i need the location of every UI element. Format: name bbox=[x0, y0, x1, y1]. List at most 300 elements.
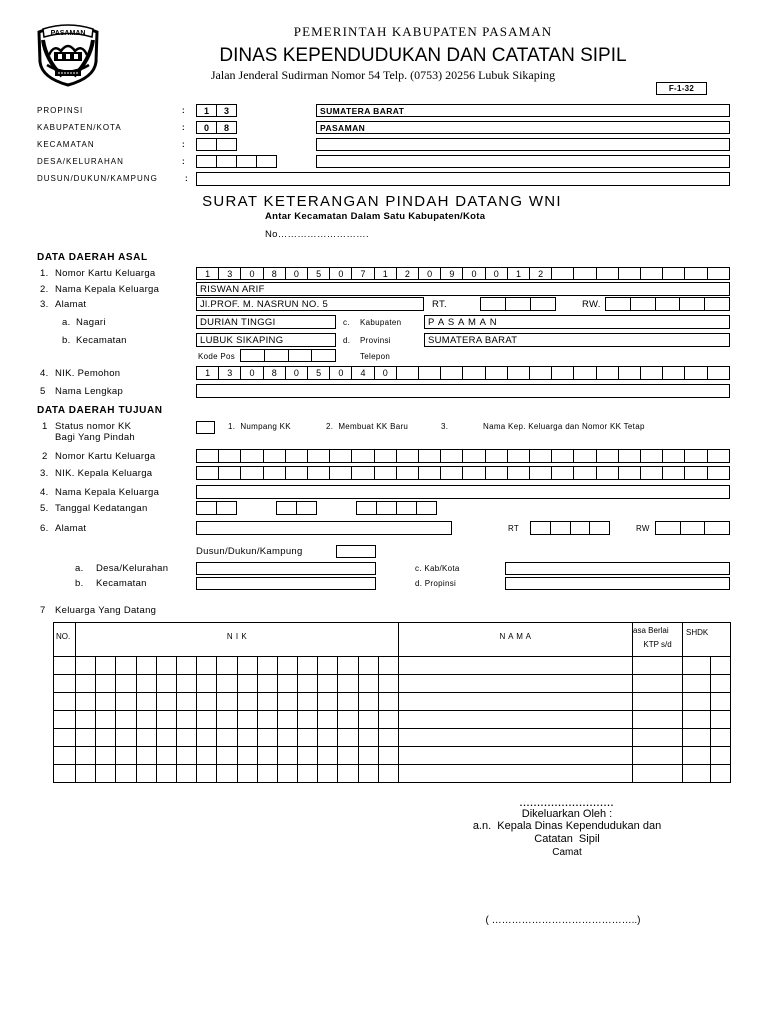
family-shdk-cell[interactable] bbox=[683, 729, 711, 747]
asal-nik-digit[interactable] bbox=[508, 367, 530, 379]
family-extra-cell[interactable] bbox=[711, 765, 731, 783]
asal-alamat-field[interactable]: Jl.PROF. M. NASRUN NO. 5 bbox=[196, 297, 424, 311]
family-shdk-cell[interactable] bbox=[683, 747, 711, 765]
desa-code-digit[interactable] bbox=[197, 156, 217, 167]
family-no-cell[interactable] bbox=[54, 747, 76, 765]
document-number[interactable]: No………………………. bbox=[265, 229, 369, 240]
family-nik-digit[interactable] bbox=[318, 711, 338, 729]
asal-kk-digit[interactable]: 7 bbox=[352, 268, 374, 279]
family-ktp-cell[interactable] bbox=[633, 657, 683, 675]
tujuan-rw-digit[interactable] bbox=[705, 522, 729, 534]
family-nik-digit[interactable] bbox=[237, 747, 257, 765]
tujuan-kk-digit[interactable] bbox=[663, 450, 685, 462]
family-nik-digit[interactable] bbox=[318, 657, 338, 675]
family-nik-digit[interactable] bbox=[96, 747, 116, 765]
family-nik-digit[interactable] bbox=[217, 675, 237, 693]
family-nik-digit[interactable] bbox=[217, 747, 237, 765]
family-nik-digit[interactable] bbox=[277, 675, 297, 693]
family-no-cell[interactable] bbox=[54, 765, 76, 783]
tujuan-nik-digit[interactable] bbox=[441, 467, 463, 479]
family-nik-digit[interactable] bbox=[156, 657, 176, 675]
asal-kk-digit[interactable]: 0 bbox=[286, 268, 308, 279]
family-nik-digit[interactable] bbox=[116, 675, 136, 693]
tujuan-kk-digit[interactable] bbox=[197, 450, 219, 462]
family-no-cell[interactable] bbox=[54, 657, 76, 675]
family-nik-digit[interactable] bbox=[298, 657, 318, 675]
family-nik-digit[interactable] bbox=[176, 729, 196, 747]
family-ktp-cell[interactable] bbox=[633, 729, 683, 747]
asal-rw-digit[interactable] bbox=[606, 298, 631, 310]
tujuan-day-digit[interactable] bbox=[197, 502, 217, 514]
family-nik-digit[interactable] bbox=[176, 675, 196, 693]
tujuan-nik-digit[interactable] bbox=[508, 467, 530, 479]
kabupaten-name-field[interactable]: PASAMAN bbox=[316, 121, 730, 134]
family-no-cell[interactable] bbox=[54, 693, 76, 711]
asal-nik-digit[interactable]: 0 bbox=[241, 367, 263, 379]
family-nik-digit[interactable] bbox=[378, 765, 398, 783]
family-nik-digit[interactable] bbox=[217, 657, 237, 675]
family-nik-digit[interactable] bbox=[76, 693, 96, 711]
asal-nama-field[interactable] bbox=[196, 384, 730, 398]
family-nik-digit[interactable] bbox=[136, 711, 156, 729]
tujuan-nik-digit[interactable] bbox=[486, 467, 508, 479]
tujuan-desa-field[interactable] bbox=[196, 562, 376, 575]
propinsi-code-digit[interactable]: 1 bbox=[197, 105, 217, 116]
family-nik-digit[interactable] bbox=[298, 729, 318, 747]
family-nik-digit[interactable] bbox=[136, 765, 156, 783]
family-nik-digit[interactable] bbox=[96, 765, 116, 783]
footer-place-date[interactable]: ........................... bbox=[519, 798, 615, 808]
asal-provinsi-field[interactable]: SUMATERA BARAT bbox=[424, 333, 730, 347]
family-ktp-cell[interactable] bbox=[633, 747, 683, 765]
family-nik-digit[interactable] bbox=[96, 675, 116, 693]
family-nik-digit[interactable] bbox=[378, 693, 398, 711]
family-nik-digit[interactable] bbox=[358, 711, 378, 729]
family-nama-cell[interactable] bbox=[399, 657, 633, 675]
asal-nik-digit[interactable]: 4 bbox=[352, 367, 374, 379]
family-extra-cell[interactable] bbox=[711, 657, 731, 675]
tujuan-rt-digit[interactable] bbox=[590, 522, 609, 534]
kecamatan-code-digit[interactable] bbox=[217, 139, 236, 150]
family-nik-digit[interactable] bbox=[298, 711, 318, 729]
asal-nik-digit[interactable] bbox=[685, 367, 707, 379]
family-extra-cell[interactable] bbox=[711, 693, 731, 711]
tujuan-kk-digit[interactable] bbox=[552, 450, 574, 462]
asal-kecamatan-field[interactable]: LUBUK SIKAPING bbox=[196, 333, 336, 347]
family-nik-digit[interactable] bbox=[96, 729, 116, 747]
asal-rw-digit[interactable] bbox=[631, 298, 656, 310]
family-nik-digit[interactable] bbox=[277, 765, 297, 783]
family-nik-digit[interactable] bbox=[257, 729, 277, 747]
family-nik-digit[interactable] bbox=[116, 711, 136, 729]
tujuan-year-digit[interactable] bbox=[377, 502, 397, 514]
asal-nik-digit[interactable]: 0 bbox=[330, 367, 352, 379]
family-nik-digit[interactable] bbox=[338, 657, 358, 675]
family-nik-digit[interactable] bbox=[257, 675, 277, 693]
asal-kodepos-digit[interactable] bbox=[265, 350, 289, 361]
dusun-name-field[interactable] bbox=[196, 172, 730, 186]
asal-kk-digit[interactable]: 9 bbox=[441, 268, 463, 279]
family-nik-digit[interactable] bbox=[257, 747, 277, 765]
tujuan-nik-digit[interactable] bbox=[241, 467, 263, 479]
family-nik-digit[interactable] bbox=[156, 693, 176, 711]
family-nik-digit[interactable] bbox=[197, 765, 217, 783]
tujuan-kk-digit[interactable] bbox=[685, 450, 707, 462]
asal-kk-digit[interactable]: 0 bbox=[419, 268, 441, 279]
family-nik-digit[interactable] bbox=[217, 693, 237, 711]
tujuan-kk-digit[interactable] bbox=[508, 450, 530, 462]
asal-kk-digit[interactable]: 0 bbox=[330, 268, 352, 279]
asal-nik-digit[interactable]: 5 bbox=[308, 367, 330, 379]
family-nik-digit[interactable] bbox=[217, 729, 237, 747]
family-ktp-cell[interactable] bbox=[633, 765, 683, 783]
tujuan-nik-digit[interactable] bbox=[574, 467, 596, 479]
tujuan-nik-digit[interactable] bbox=[708, 467, 729, 479]
tujuan-nik-digit[interactable] bbox=[286, 467, 308, 479]
tujuan-kk-digit[interactable] bbox=[641, 450, 663, 462]
tujuan-kk-digit[interactable] bbox=[308, 450, 330, 462]
family-extra-cell[interactable] bbox=[711, 711, 731, 729]
tujuan-rw-digit[interactable] bbox=[656, 522, 681, 534]
asal-kk-digit[interactable]: 1 bbox=[508, 268, 530, 279]
asal-kk-digit[interactable]: 1 bbox=[375, 268, 397, 279]
family-nik-digit[interactable] bbox=[197, 657, 217, 675]
family-nik-digit[interactable] bbox=[156, 765, 176, 783]
tujuan-year-digit[interactable] bbox=[397, 502, 417, 514]
family-nik-digit[interactable] bbox=[318, 675, 338, 693]
family-nama-cell[interactable] bbox=[399, 675, 633, 693]
tujuan-nik-digit[interactable] bbox=[641, 467, 663, 479]
asal-kk-digit[interactable] bbox=[663, 268, 685, 279]
propinsi-code-digit[interactable]: 3 bbox=[223, 105, 229, 116]
family-nik-digit[interactable] bbox=[257, 657, 277, 675]
asal-kk-digit[interactable] bbox=[597, 268, 619, 279]
tujuan-month-digit[interactable] bbox=[297, 502, 316, 514]
tujuan-rt-digit[interactable] bbox=[571, 522, 591, 534]
family-nik-digit[interactable] bbox=[338, 747, 358, 765]
asal-nik-digit[interactable] bbox=[663, 367, 685, 379]
family-nik-digit[interactable] bbox=[277, 657, 297, 675]
tujuan-dusun-field[interactable] bbox=[336, 545, 376, 558]
asal-kk-digit[interactable]: 2 bbox=[397, 268, 419, 279]
tujuan-kk-digit[interactable] bbox=[286, 450, 308, 462]
family-nik-digit[interactable] bbox=[197, 675, 217, 693]
tujuan-kk-digit[interactable] bbox=[463, 450, 485, 462]
family-nik-digit[interactable] bbox=[378, 711, 398, 729]
family-ktp-cell[interactable] bbox=[633, 675, 683, 693]
desa-code-digit[interactable] bbox=[237, 156, 257, 167]
family-nik-digit[interactable] bbox=[358, 729, 378, 747]
family-nik-digit[interactable] bbox=[116, 765, 136, 783]
asal-kk-digit[interactable]: 1 bbox=[197, 268, 219, 279]
family-nik-digit[interactable] bbox=[176, 693, 196, 711]
family-nik-digit[interactable] bbox=[358, 693, 378, 711]
propinsi-name-field[interactable]: SUMATERA BARAT bbox=[316, 104, 730, 117]
family-nik-digit[interactable] bbox=[76, 675, 96, 693]
family-nik-digit[interactable] bbox=[338, 693, 358, 711]
family-shdk-cell[interactable] bbox=[683, 657, 711, 675]
tujuan-nik-digit[interactable] bbox=[530, 467, 552, 479]
family-nik-digit[interactable] bbox=[378, 729, 398, 747]
family-shdk-cell[interactable] bbox=[683, 765, 711, 783]
family-nik-digit[interactable] bbox=[338, 765, 358, 783]
asal-nik-digit[interactable]: 8 bbox=[264, 367, 286, 379]
tujuan-kk-digit[interactable] bbox=[619, 450, 641, 462]
family-no-cell[interactable] bbox=[54, 729, 76, 747]
asal-rw-digit[interactable] bbox=[705, 298, 729, 310]
asal-rt-digit[interactable] bbox=[481, 298, 506, 310]
family-nama-cell[interactable] bbox=[399, 765, 633, 783]
asal-nik-digit[interactable] bbox=[552, 367, 574, 379]
tujuan-kk-digit[interactable] bbox=[486, 450, 508, 462]
asal-nik-digit[interactable] bbox=[463, 367, 485, 379]
family-extra-cell[interactable] bbox=[711, 729, 731, 747]
family-nik-digit[interactable] bbox=[76, 729, 96, 747]
family-nik-digit[interactable] bbox=[237, 729, 257, 747]
tujuan-kk-digit[interactable] bbox=[597, 450, 619, 462]
family-nik-digit[interactable] bbox=[217, 765, 237, 783]
asal-rt-digit[interactable] bbox=[506, 298, 531, 310]
tujuan-nik-digit[interactable] bbox=[663, 467, 685, 479]
family-nik-digit[interactable] bbox=[237, 711, 257, 729]
family-nik-digit[interactable] bbox=[96, 693, 116, 711]
family-nik-digit[interactable] bbox=[136, 747, 156, 765]
family-no-cell[interactable] bbox=[54, 711, 76, 729]
tujuan-kk-digit[interactable] bbox=[219, 450, 241, 462]
family-nik-digit[interactable] bbox=[156, 711, 176, 729]
tujuan-rt-digit[interactable] bbox=[531, 522, 551, 534]
family-nik-digit[interactable] bbox=[298, 765, 318, 783]
tujuan-nik-digit[interactable] bbox=[197, 467, 219, 479]
tujuan-month-digit[interactable] bbox=[277, 502, 297, 514]
family-nik-digit[interactable] bbox=[237, 693, 257, 711]
tujuan-kabkota-field[interactable] bbox=[505, 562, 730, 575]
tujuan-status-field[interactable] bbox=[196, 421, 215, 434]
family-nik-digit[interactable] bbox=[136, 729, 156, 747]
asal-nik-digit[interactable] bbox=[419, 367, 441, 379]
family-nik-digit[interactable] bbox=[358, 747, 378, 765]
asal-kk-digit[interactable] bbox=[641, 268, 663, 279]
family-nik-digit[interactable] bbox=[156, 747, 176, 765]
family-nama-cell[interactable] bbox=[399, 747, 633, 765]
family-nik-digit[interactable] bbox=[217, 711, 237, 729]
family-nik-digit[interactable] bbox=[176, 765, 196, 783]
family-nik-digit[interactable] bbox=[358, 675, 378, 693]
desa-code-digit[interactable] bbox=[257, 156, 276, 167]
family-nik-digit[interactable] bbox=[277, 711, 297, 729]
asal-kodepos-digit[interactable] bbox=[289, 350, 313, 361]
asal-nik-digit[interactable] bbox=[597, 367, 619, 379]
family-nik-digit[interactable] bbox=[298, 675, 318, 693]
family-nik-digit[interactable] bbox=[136, 693, 156, 711]
family-nik-digit[interactable] bbox=[197, 693, 217, 711]
asal-nik-digit[interactable] bbox=[708, 367, 729, 379]
tujuan-year-digit[interactable] bbox=[357, 502, 377, 514]
tujuan-nama-kepala-field[interactable] bbox=[196, 485, 730, 499]
family-nik-digit[interactable] bbox=[277, 747, 297, 765]
tujuan-nik-digit[interactable] bbox=[597, 467, 619, 479]
tujuan-kk-digit[interactable] bbox=[419, 450, 441, 462]
tujuan-rw-digit[interactable] bbox=[681, 522, 706, 534]
kabupaten-code-digit[interactable]: 8 bbox=[223, 122, 229, 133]
family-extra-cell[interactable] bbox=[711, 675, 731, 693]
asal-kk-digit[interactable]: 2 bbox=[530, 268, 552, 279]
family-nama-cell[interactable] bbox=[399, 711, 633, 729]
family-nik-digit[interactable] bbox=[176, 657, 196, 675]
family-shdk-cell[interactable] bbox=[683, 675, 711, 693]
family-no-cell[interactable] bbox=[54, 675, 76, 693]
family-nik-digit[interactable] bbox=[237, 765, 257, 783]
family-nama-cell[interactable] bbox=[399, 729, 633, 747]
family-nik-digit[interactable] bbox=[298, 693, 318, 711]
family-nik-digit[interactable] bbox=[116, 657, 136, 675]
family-nik-digit[interactable] bbox=[116, 693, 136, 711]
family-nik-digit[interactable] bbox=[378, 747, 398, 765]
asal-nik-digit[interactable] bbox=[441, 367, 463, 379]
asal-nik-digit[interactable] bbox=[641, 367, 663, 379]
family-nik-digit[interactable] bbox=[338, 675, 358, 693]
kecamatan-code-digit[interactable] bbox=[197, 139, 217, 150]
asal-kepala-field[interactable]: RISWAN ARIF bbox=[196, 282, 730, 296]
family-nik-digit[interactable] bbox=[257, 765, 277, 783]
tujuan-kk-digit[interactable] bbox=[530, 450, 552, 462]
family-nama-cell[interactable] bbox=[399, 693, 633, 711]
asal-kodepos-digit[interactable] bbox=[312, 350, 335, 361]
desa-code-digit[interactable] bbox=[217, 156, 237, 167]
family-ktp-cell[interactable] bbox=[633, 711, 683, 729]
family-nik-digit[interactable] bbox=[237, 675, 257, 693]
tujuan-nik-digit[interactable] bbox=[264, 467, 286, 479]
asal-kk-digit[interactable] bbox=[708, 268, 729, 279]
family-nik-digit[interactable] bbox=[277, 729, 297, 747]
tujuan-nik-digit[interactable] bbox=[375, 467, 397, 479]
family-nik-digit[interactable] bbox=[156, 729, 176, 747]
family-nik-digit[interactable] bbox=[358, 765, 378, 783]
family-nik-digit[interactable] bbox=[156, 675, 176, 693]
family-nik-digit[interactable] bbox=[318, 765, 338, 783]
tujuan-kk-digit[interactable] bbox=[441, 450, 463, 462]
family-nik-digit[interactable] bbox=[318, 693, 338, 711]
asal-kodepos-digit[interactable] bbox=[241, 350, 265, 361]
asal-kk-digit[interactable]: 8 bbox=[264, 268, 286, 279]
tujuan-nik-digit[interactable] bbox=[552, 467, 574, 479]
asal-kk-digit[interactable] bbox=[552, 268, 574, 279]
family-nik-digit[interactable] bbox=[257, 693, 277, 711]
family-nik-digit[interactable] bbox=[257, 711, 277, 729]
asal-nik-digit[interactable]: 0 bbox=[286, 367, 308, 379]
family-nik-digit[interactable] bbox=[136, 675, 156, 693]
family-nik-digit[interactable] bbox=[116, 729, 136, 747]
asal-kk-digit[interactable] bbox=[574, 268, 596, 279]
tujuan-nik-digit[interactable] bbox=[397, 467, 419, 479]
family-extra-cell[interactable] bbox=[711, 747, 731, 765]
family-nik-digit[interactable] bbox=[378, 675, 398, 693]
family-nik-digit[interactable] bbox=[338, 729, 358, 747]
family-shdk-cell[interactable] bbox=[683, 711, 711, 729]
asal-kk-digit[interactable]: 0 bbox=[241, 268, 263, 279]
asal-nagari-field[interactable]: DURIAN TINGGI bbox=[196, 315, 336, 329]
family-nik-digit[interactable] bbox=[338, 711, 358, 729]
tujuan-kk-digit[interactable] bbox=[352, 450, 374, 462]
family-shdk-cell[interactable] bbox=[683, 693, 711, 711]
asal-kk-digit[interactable]: 5 bbox=[308, 268, 330, 279]
asal-nik-digit[interactable] bbox=[486, 367, 508, 379]
asal-rt-digit[interactable] bbox=[531, 298, 555, 310]
asal-nik-digit[interactable] bbox=[530, 367, 552, 379]
tujuan-nik-digit[interactable] bbox=[352, 467, 374, 479]
family-nik-digit[interactable] bbox=[96, 657, 116, 675]
asal-kk-digit[interactable] bbox=[619, 268, 641, 279]
family-nik-digit[interactable] bbox=[76, 747, 96, 765]
tujuan-nik-digit[interactable] bbox=[330, 467, 352, 479]
tujuan-propinsi-field[interactable] bbox=[505, 577, 730, 590]
family-ktp-cell[interactable] bbox=[633, 693, 683, 711]
family-nik-digit[interactable] bbox=[318, 729, 338, 747]
family-nik-digit[interactable] bbox=[358, 657, 378, 675]
asal-nik-digit[interactable] bbox=[619, 367, 641, 379]
asal-nik-digit[interactable]: 1 bbox=[197, 367, 219, 379]
tujuan-kk-digit[interactable] bbox=[574, 450, 596, 462]
asal-kk-digit[interactable]: 0 bbox=[463, 268, 485, 279]
tujuan-day-digit[interactable] bbox=[217, 502, 236, 514]
desa-name-field[interactable] bbox=[316, 155, 730, 168]
asal-rw-digit[interactable] bbox=[656, 298, 681, 310]
family-nik-digit[interactable] bbox=[176, 711, 196, 729]
tujuan-kk-digit[interactable] bbox=[375, 450, 397, 462]
family-nik-digit[interactable] bbox=[318, 747, 338, 765]
family-nik-digit[interactable] bbox=[76, 765, 96, 783]
family-nik-digit[interactable] bbox=[298, 747, 318, 765]
tujuan-kk-digit[interactable] bbox=[397, 450, 419, 462]
tujuan-nik-digit[interactable] bbox=[419, 467, 441, 479]
family-nik-digit[interactable] bbox=[237, 657, 257, 675]
family-nik-digit[interactable] bbox=[76, 711, 96, 729]
family-nik-digit[interactable] bbox=[76, 657, 96, 675]
family-nik-digit[interactable] bbox=[277, 693, 297, 711]
tujuan-nik-digit[interactable] bbox=[463, 467, 485, 479]
tujuan-nik-digit[interactable] bbox=[219, 467, 241, 479]
kabupaten-code-digit[interactable]: 0 bbox=[197, 122, 217, 133]
family-nik-digit[interactable] bbox=[116, 747, 136, 765]
family-nik-digit[interactable] bbox=[136, 657, 156, 675]
tujuan-nik-digit[interactable] bbox=[685, 467, 707, 479]
tujuan-year-digit[interactable] bbox=[417, 502, 436, 514]
asal-nik-digit[interactable]: 0 bbox=[375, 367, 397, 379]
family-nik-digit[interactable] bbox=[197, 711, 217, 729]
tujuan-kk-digit[interactable] bbox=[708, 450, 729, 462]
asal-nik-digit[interactable] bbox=[574, 367, 596, 379]
footer-signature[interactable]: ( ……………………………………..) bbox=[485, 915, 641, 926]
kecamatan-name-field[interactable] bbox=[316, 138, 730, 151]
tujuan-nik-digit[interactable] bbox=[619, 467, 641, 479]
tujuan-rt-digit[interactable] bbox=[551, 522, 571, 534]
asal-nik-digit[interactable] bbox=[397, 367, 419, 379]
tujuan-kk-digit[interactable] bbox=[241, 450, 263, 462]
asal-rw-digit[interactable] bbox=[680, 298, 705, 310]
asal-nik-digit[interactable]: 3 bbox=[219, 367, 241, 379]
tujuan-kk-digit[interactable] bbox=[264, 450, 286, 462]
family-nik-digit[interactable] bbox=[96, 711, 116, 729]
tujuan-nik-digit[interactable] bbox=[308, 467, 330, 479]
asal-kk-digit[interactable]: 0 bbox=[486, 268, 508, 279]
family-nik-digit[interactable] bbox=[197, 729, 217, 747]
tujuan-kk-digit[interactable] bbox=[330, 450, 352, 462]
asal-kk-digit[interactable]: 3 bbox=[219, 268, 241, 279]
asal-kabupaten-field[interactable]: P A S A M A N bbox=[424, 315, 730, 329]
tujuan-alamat-field[interactable] bbox=[196, 521, 452, 535]
tujuan-kecamatan-field[interactable] bbox=[196, 577, 376, 590]
family-nik-digit[interactable] bbox=[197, 747, 217, 765]
